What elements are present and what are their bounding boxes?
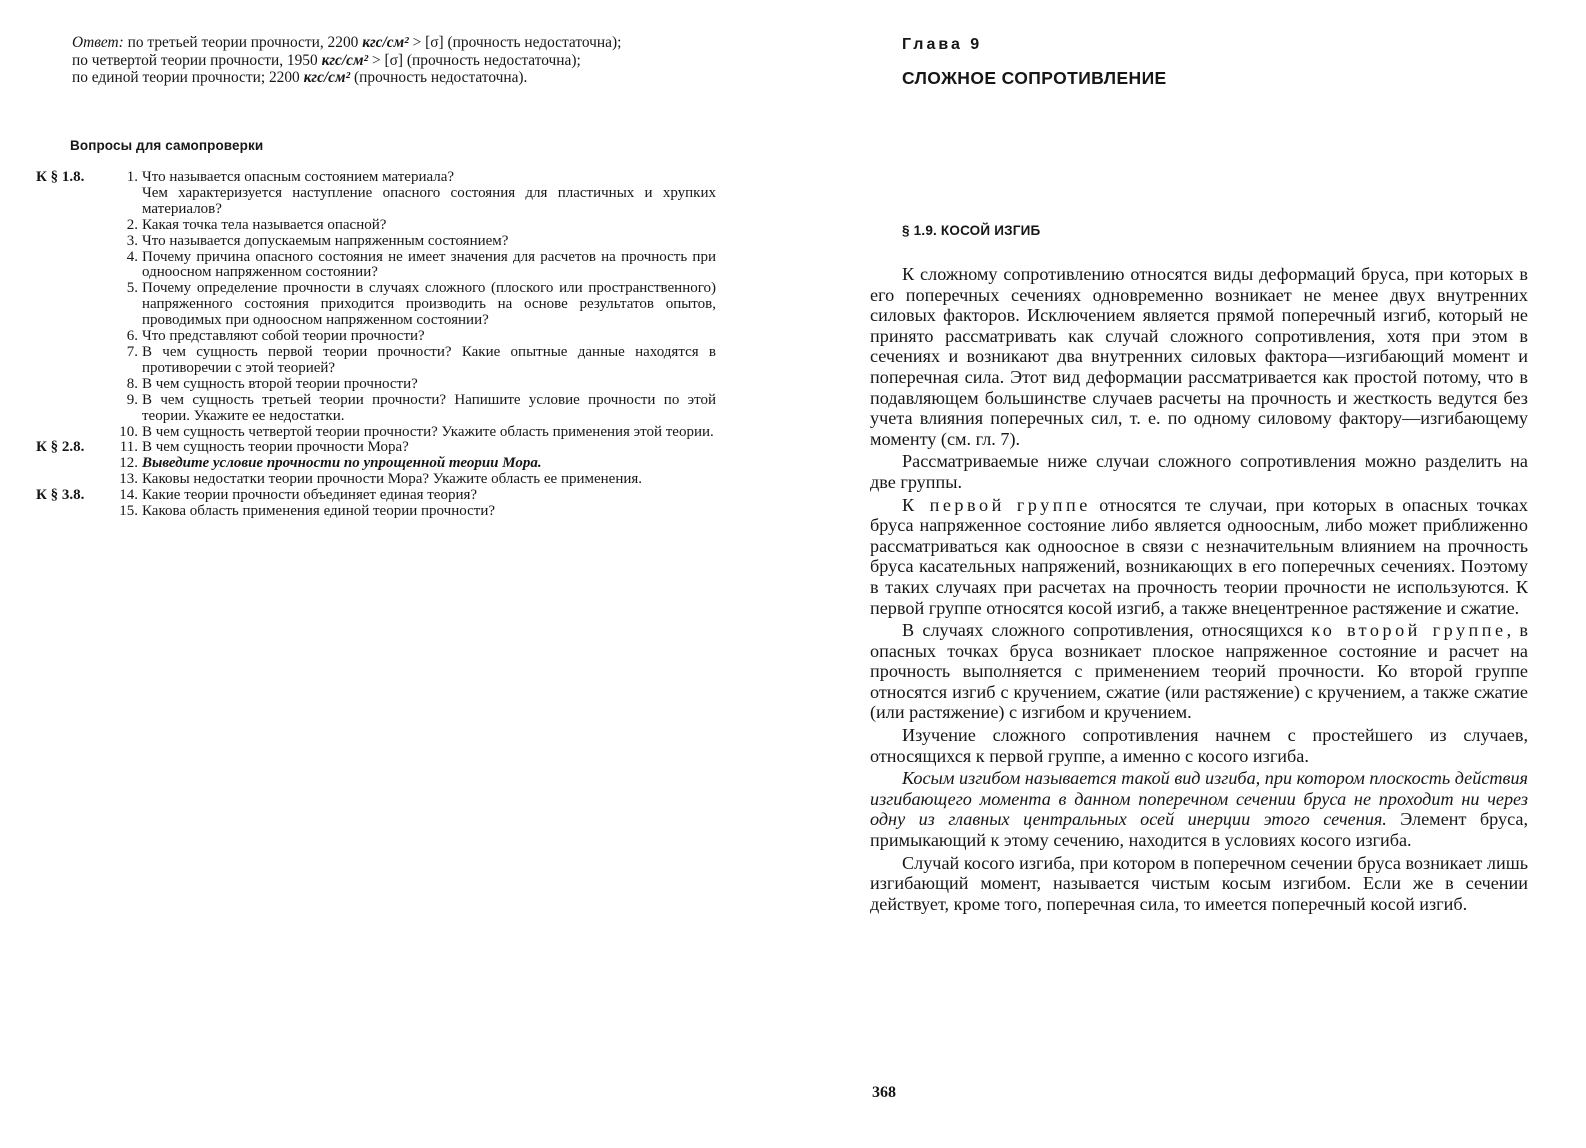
left-page — [0, 0, 760, 1148]
question-section: К § 2.8. — [36, 439, 85, 456]
question-item — [36, 281, 716, 329]
question-item — [36, 504, 716, 520]
unit-3: кгс/см² — [303, 69, 351, 86]
question-number: 5. — [126, 280, 138, 297]
question-text: Какие теории прочности объединяет единая теория? — [142, 487, 478, 504]
question-text: Что называется допускаемым напряженным состоянием? — [142, 232, 509, 249]
question-number: 11. — [119, 439, 138, 456]
spaced-term-first-group: К первой группе — [902, 494, 1091, 515]
question-text: Чем характеризуется наступление опасного состояния для пластичных и хрупких материалов? — [142, 184, 716, 217]
section-title: § 1.9. КОСОЙ ИЗГИБ — [902, 223, 1041, 238]
paragraph-1: К сложному сопротивлению относятся виды деформаций бруса, при которых в его поперечных сечениях одновременно возникает не менее двух внутренних силовых факторов. Исключением является прямой поперечный изгиб, который не принято рассматривать как случай сложного сопротивления, хотя при этом в сечениях и возникают два внутренних силовых фактора—изгибающий момент и поперечная сила. Этот вид деформации рассматривается как простой потому, что в подавляющем большинстве случаев расчеты на прочность и жесткость ведутся без учета влияния поперечных сил, т. е. по одному силовому фактору—изгибающему моменту (см. гл. 7). — [870, 264, 1528, 449]
question-text: В чем сущность четвертой теории прочности? Укажите область применения этой теории. — [142, 423, 714, 440]
question-text: Что представляют собой теории прочности? — [142, 328, 425, 345]
question-item — [36, 170, 716, 186]
question-text: Что называется опасным состоянием материала? — [142, 169, 455, 185]
question-text: Каковы недостатки теории прочности Мора? Укажите область ее применения. — [142, 471, 643, 488]
question-item — [36, 456, 716, 472]
question-text: Какая точка тела называется опасной? — [142, 216, 387, 233]
question-text: Почему причина опасного состояния не имеет значения для расчетов на прочность при одноосном напряженном состоянии? — [142, 248, 716, 281]
paragraph-2: Рассматриваемые ниже случаи сложного сопротивления можно разделить на две группы. — [870, 451, 1528, 492]
answer-line-2: по четвертой теории прочности, 1950 кгс/см² > [σ] (прочность недостаточна); — [72, 51, 581, 69]
body-text — [870, 264, 1528, 916]
definition-italic: Косым изгибом называется такой вид изгиба, при котором плоскость действия изгибающего момента в данном поперечном сечении бруса не проходит ни через одну из главных центральных осей инерции этого сечения. — [870, 768, 1528, 830]
question-item — [36, 440, 716, 456]
question-number: 14. — [119, 487, 138, 504]
question-text: Почему определение прочности в случаях сложного (плоского или пространственного) напряженного состояния приходится производить на основе результатов опытов, проводимых при одноосном напряженном состоянии? — [142, 280, 716, 329]
question-number: 9. — [126, 391, 138, 408]
question-item — [36, 218, 716, 234]
unit-2: кгс/см² — [321, 51, 369, 69]
question-number: 1. — [126, 169, 138, 185]
question-number: 4. — [126, 248, 138, 265]
right-page — [860, 0, 1586, 1148]
question-item — [36, 472, 716, 488]
question-number: 13. — [119, 471, 138, 488]
paragraph-5: Изучение сложного сопротивления начнем с простейшего из случаев, относящихся к первой группе, а именно с косого изгиба. — [870, 725, 1528, 766]
question-number: 15. — [119, 503, 138, 520]
page-number: 368 — [872, 1084, 896, 1101]
answer-block — [36, 34, 716, 87]
questions-heading: Вопросы для самопроверки — [70, 138, 264, 153]
question-item — [36, 377, 716, 393]
question-number: 12. — [119, 455, 138, 472]
question-number: 10. — [119, 423, 138, 440]
question-text: В чем сущность первой теории прочности? Какие опытные данные находятся в противоречии с этой теорией? — [142, 343, 716, 376]
question-item — [36, 250, 716, 282]
question-text: В чем сущность третьей теории прочности? Напишите условие прочности по этой теории. Укажите ее недостатки. — [142, 391, 716, 424]
question-item — [36, 234, 716, 250]
question-number: 2. — [126, 216, 138, 233]
question-item — [36, 425, 716, 441]
question-item — [36, 329, 716, 345]
question-number: 3. — [126, 232, 138, 249]
question-text: В чем сущность теории прочности Мора? — [142, 439, 409, 456]
question-section: К § 1.8. — [36, 169, 85, 185]
paragraph-7: Случай косого изгиба, при котором в поперечном сечении бруса возникает лишь изгибающий момент, называется чистым косым изгибом. Если же в сечении действует, кроме того, поперечная сила, то имеется поперечный косой изгиб. — [870, 852, 1528, 914]
paragraph-4: В случаях сложного сопротивления, относящихся ко второй группе, в опасных точках бруса возникает плоское напряженное состояние и расчет на прочность выполняется с применением теорий прочности. Ко второй группе относятся изгиб с кручением, сжатие (или растяжение) с кручением, а также сжатие (или растяжение) с изгибом и кручением. — [870, 620, 1528, 723]
question-text: Выведите условие прочности по упрощенной теории Мора. — [142, 455, 542, 472]
answer-line-1: Ответ: по третьей теории прочности, 2200 кгс/см² > [σ] (прочность недостаточна); — [72, 34, 622, 51]
chapter-title: СЛОЖНОЕ СОПРОТИВЛЕНИЕ — [902, 68, 1167, 88]
question-item — [36, 393, 716, 425]
questions-list — [36, 170, 716, 520]
question-section: К § 3.8. — [36, 487, 85, 504]
question-item — [36, 345, 716, 377]
question-number: 7. — [126, 343, 138, 360]
question-number: 6. — [126, 328, 138, 345]
answer-line-3: по единой теории прочности; 2200 кгс/см² (прочность недостаточна). — [72, 69, 528, 86]
paragraph-3: К первой группе относятся те случаи, при которых в опасных точках бруса напряженное состояние либо является одноосным, либо может приближенно рассматриваться как одноосное в связи с незначительным влиянием на прочность бруса касательных напряжений, возникающих в его поперечных сечениях. Поэтому в таких случаях при расчетах на прочность теории прочности не используются. К первой группе относятся косой изгиб, а также внецентренное растяжение и сжатие. — [870, 494, 1528, 618]
spaced-term-second-group: ко второй группе — [1311, 620, 1507, 641]
paragraph-6: Косым изгибом называется такой вид изгиба, при котором плоскость действия изгибающего момента в данном поперечном сечении бруса не проходит ни через одну из главных центральных осей инерции этого сечения. Элемент бруса, примыкающий к этому сечению, находится в условиях косого изгиба. — [870, 768, 1529, 851]
question-text: В чем сущность второй теории прочности? — [142, 375, 418, 392]
unit-1: кгс/см² — [362, 34, 409, 51]
answer-label: Ответ: — [72, 34, 124, 51]
question-item — [36, 186, 716, 218]
question-number: 8. — [126, 375, 138, 392]
question-item — [36, 488, 716, 504]
question-text: Какова область применения единой теории прочности? — [142, 503, 496, 520]
chapter-label: Глава 9 — [902, 36, 983, 53]
